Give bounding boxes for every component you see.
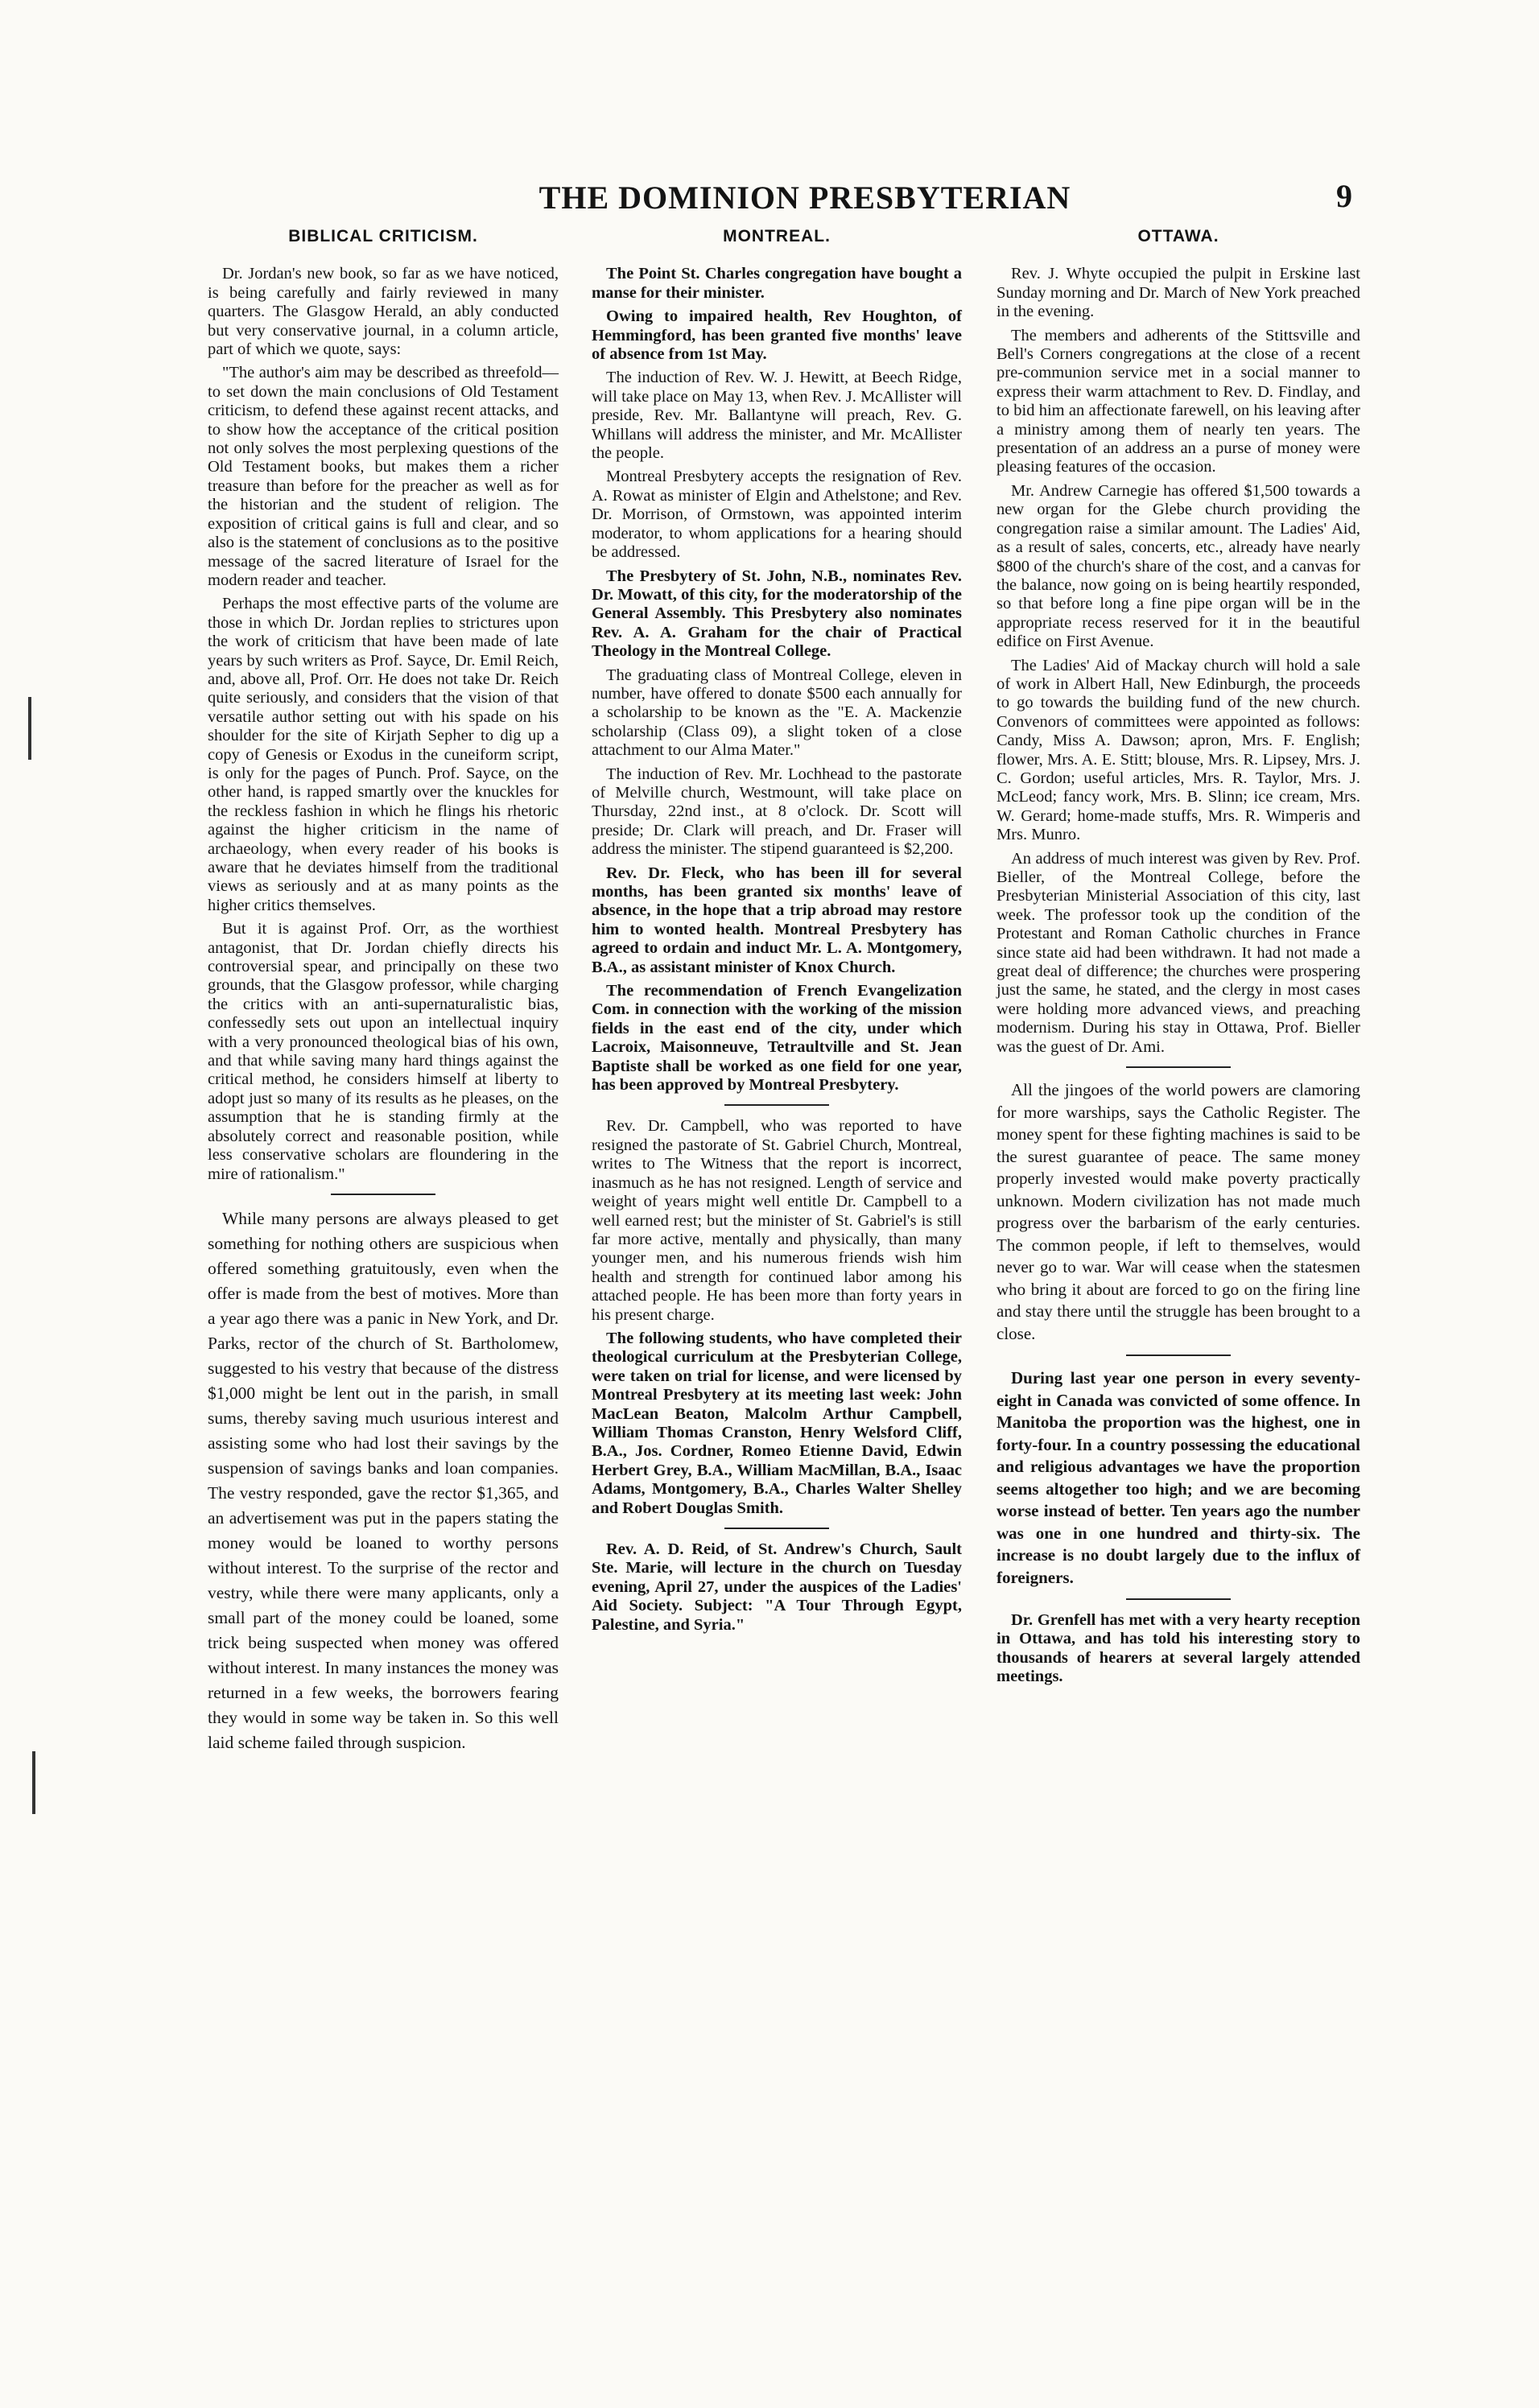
column-body — [996, 265, 1360, 1686]
article-paragraph: The Presbytery of St. John, N.B., nominates Rev. Dr. Mowatt, of this city, for the moderatorship of the General Assembly. This Presbytery also nominates Rev. A. A. Graham for the chair of Practical Theology in the Montreal College. — [592, 567, 962, 661]
article-paragraph: Dr. Grenfell has met with a very hearty reception in Ottawa, and has told his interesting story to thousands of hearers at several largely attended meetings. — [996, 1611, 1360, 1686]
article-paragraph: The Ladies' Aid of Mackay church will hold a sale of work in Albert Hall, New Edinburgh, the proceeds to go towards the building fund of the new church. Convenors of committees were appointed as follows: Candy, Miss A. Dawson; apron, Mrs. F. English; flower, Mrs. A. E. Stitt; blouse, Mrs. R. Lipsey, Mrs. J. C. Gordon; useful articles, Mrs. R. Taylor, Mrs. J. McLeod; fancy work, Mrs. B. Slinn; ice cream, Mrs. W. Gerard; home-made stuffs, Mrs. R. Wimperis and Mrs. Munro. — [996, 656, 1360, 844]
article-paragraph: The induction of Rev. W. J. Hewitt, at Beech Ridge, will take place on May 13, when Rev. J. McAllister will preside, Rev. Mr. Ballantyne will preach, Rev. G. Whillans will address the minister, and Mr. McAllister the people. — [592, 369, 962, 463]
column-body — [208, 265, 559, 1755]
article-paragraph: But it is against Prof. Orr, as the worthiest antagonist, that Dr. Jordan chiefly directs his controversial spear, and principally on these two grounds, that the Glasgow professor, while charging the critics with an anti-supernaturalistic bias, confessedly sets out upon an intellectual inquiry with a very pronounced theological bias of his own, and that while saving many hard things against the critical method, he considers himself at liberty to adopt just so many of its results as he pleases, on the assumption that he is standing firmly at the absolutely correct and reasonable position, while less conservative scholars are floundering in the mire of rationalism." — [208, 920, 559, 1183]
article-paragraph: An address of much interest was given by Rev. Prof. Bieller, of the Montreal College, before the Presbyterian Ministerial Association of this city, last week. The professor took up the condition of the Protestant and Roman Catholic churches in France since state aid had been withdrawn. It had not made a great deal of difference; the churches were prospering just the same, he stated, and the clergy in most cases were holding more advanced views, and preaching modernism. During his stay in Ottawa, Prof. Bieller was the guest of Dr. Ami. — [996, 849, 1360, 1056]
section-divider — [1126, 1598, 1231, 1600]
article-paragraph: While many persons are always pleased to get something for nothing others are suspicious when offered something gratuitously, even when the offer is made from the best of motives. More than a year ago there was a panic in New York, and Dr. Parks, rector of the church of St. Bartholomew, suggested to his vestry that because of the distress $1,000 might be lent out in the parish, in small sums, thereby saving much usurious interest and assisting some who had lost their savings by the suspension of savings banks and loan companies. The vestry responded, gave the rector $1,365, and an advertisement was put in the papers stating the money would be loaned to worthy persons without interest. To the surprise of the rector and vestry, while there were many applicants, only a small part of the money could be loaned, some trick being suspected when money was offered without interest. In many instances the money was returned in a few weeks, the borrowers fearing they would in some way be taken in. So this well laid scheme failed through suspicion. — [208, 1208, 559, 1752]
column-heading: MONTREAL. — [723, 227, 831, 245]
article-paragraph: Owing to impaired health, Rev Houghton, of Hemmingford, has been granted five months' leave of absence from 1st May. — [592, 307, 962, 364]
section-divider — [1126, 1354, 1231, 1356]
article-paragraph: Dr. Jordan's new book, so far as we have noticed, is being carefully and fairly reviewed in many quarters. The Glasgow Herald, an ably conducted but very conservative journal, in a column article, part of which we quote, says: — [208, 265, 559, 359]
column-biblical-criticism — [208, 227, 559, 1760]
page-number: 9 — [1336, 178, 1352, 214]
article-paragraph: Rev. A. D. Reid, of St. Andrew's Church, Sault Ste. Marie, will lecture in the church on Tuesday evening, April 27, under the auspices of the Ladies' Aid Society. Subject: "A Tour Through Egypt, Palestine, and Syria." — [592, 1540, 962, 1634]
article-paragraph: Rev. Dr. Fleck, who has been ill for several months, has been granted six months' leave of absence, in the hope that a trip abroad may restore him to wonted health. Montreal Presbytery has agreed to ordain and induct Mr. L. A. Montgomery, B.A., as assistant minister of Knox Church. — [592, 864, 962, 976]
article-paragraph: The graduating class of Montreal College, eleven in number, have offered to donate $500 each annually for a scholarship to be known as the "E. A. Mackenzie scholarship (Class 09), a slight token of a close attachment to our Alma Mater." — [592, 666, 962, 760]
article-paragraph: Rev. J. Whyte occupied the pulpit in Erskine last Sunday morning and Dr. March of New York preached in the evening. — [996, 265, 1360, 321]
article-paragraph: During last year one person in every seventy-eight in Canada was convicted of some offence. In Manitoba the proportion was the highest, one in forty-four. In a country possessing the educational and religious advantages we have the proportion seems altogether too high; and we are becoming worse instead of better. Ten years ago the number was one in one hundred and thirty-six. The increase is no doubt largely due to the influx of foreigners. — [996, 1368, 1360, 1587]
section-divider — [724, 1528, 829, 1529]
article-paragraph: Rev. Dr. Campbell, who was reported to have resigned the pastorate of St. Gabriel Church, Montreal, writes to The Witness that the report is incorrect, inasmuch as he has not resigned. Length of service and weight of years might well entitle Dr. Campbell to a well earned rest; but the minister of St. Gabriel's is still far more active, mentally and physically, than many younger men, and his numerous friends wish him health and strength for continued labor among his attached people. He has been more than forty years in his present charge. — [592, 1117, 962, 1324]
column-montreal — [592, 227, 962, 1639]
article-paragraph: The induction of Rev. Mr. Lochhead to the pastorate of Melville church, Westmount, will take place on Thursday, 22nd inst., at 8 o'clock. Dr. Scott will preside; Dr. Clark will preach, and Dr. Fraser will address the minister. The stipend guaranteed is $2,200. — [592, 765, 962, 859]
column-heading: OTTAWA. — [1137, 227, 1219, 245]
binding-mark — [28, 697, 31, 760]
column-body — [592, 265, 962, 1635]
article-paragraph: The recommendation of French Evangelization Com. in connection with the working of the mission fields in the east end of the city, under which Lacroix, Maisonneuve, Tetraultville and St. Jean Baptiste shall be worked as one field for one year, has been approved by Montreal Presbytery. — [592, 982, 962, 1095]
article-paragraph: The following students, who have completed their theological curriculum at the Presbyterian College, were taken on trial for license, and were licensed by Montreal Presbytery at its meeting last week: John MacLean Beaton, Malcolm Arthur Campbell, William Thomas Cranston, Henry Welsford Cliff, B.A., Jos. Cordner, Romeo Etienne David, Edwin Herbert Grey, B.A., William MacMillan, B.A., Isaac Adams, Montgomery, B.A., Charles Walter Shelley and Robert Douglas Smith. — [592, 1329, 962, 1517]
section-divider — [1126, 1066, 1231, 1068]
binding-mark — [32, 1751, 35, 1814]
column-ottawa — [996, 227, 1360, 1692]
masthead-title: THE DOMINION PRESBYTERIAN — [538, 179, 1071, 216]
article-paragraph: The Point St. Charles congregation have bought a manse for their minister. — [592, 265, 962, 302]
article-paragraph: All the jingoes of the world powers are clamoring for more warships, says the Catholic Register. The money spent for these fighting machines is said to be the surest guarantee of peace. The same money properly invested would make poverty practically unknown. Modern civilization has not made much progress over the barbarism of the early centuries. The common people, if left to themselves, would never go to war. War will cease when the statesmen who bring it about are forced to go on the firing line and stay there until the struggle has been brought to a close. — [996, 1080, 1360, 1343]
section-divider — [331, 1194, 435, 1195]
article-paragraph: The members and adherents of the Stittsville and Bell's Corners congregations at the close of a recent pre-communion service met in a social manner to express their warm attachment to Rev. D. Findlay, and to bid him an affectionate farewell, on his leaving after a ministry among them of nearly ten years. The presentation of an address an a purse of money were pleasing features of the occasion. — [996, 326, 1360, 476]
column-heading: BIBLICAL CRITICISM. — [288, 227, 478, 245]
section-divider — [724, 1104, 829, 1106]
article-paragraph: "The author's aim may be described as threefold—to set down the main conclusions of Old Testament criticism, to defend these against recent attacks, and to show how the acceptance of the critical position not only solves the most perplexing questions of the Old Testament books, but makes them a richer treasure than before for the preacher as well as for the historian and the student of religion. The exposition of critical gains is full and clear, and so also is the statement of conclusions as to the positive message of the sacred literature of Israel for the modern reader and teacher. — [208, 364, 559, 589]
article-paragraph: Montreal Presbytery accepts the resignation of Rev. A. Rowat as minister of Elgin and Athelstone; and Rev. Dr. Morrison, of Ormstown, was appointed interim moderator, to whom applications for a hearing should be addressed. — [592, 468, 962, 562]
article-paragraph: Mr. Andrew Carnegie has offered $1,500 towards a new organ for the Glebe church providing the congregation raise a similar amount. The Ladies' Aid, as a result of sales, concerts, etc., already have nearly $800 of the church's share of the cost, and a canvas for the balance, now going on is being heartily responded, so that before long a fine pipe organ will be in the appropriate recess reserved for it in the beautiful edifice on First Avenue. — [996, 481, 1360, 651]
article-paragraph: Perhaps the most effective parts of the volume are those in which Dr. Jordan replies to strictures upon the work of criticism that have been made of late years by such writers as Prof. Sayce, Dr. Emil Reich, and, above all, Prof. Orr. He does not take Dr. Reich quite seriously, and considers that the vision of that versatile author setting out with his spade on his shoulder for the site of Kirjath Sepher to dig up a copy of Genesis or Exodus in the cuneiform script, is only for the pages of Punch. Prof. Sayce, on the other hand, is rapped smartly over the knuckles for the reckless fashion in which he flings his rhetoric against the higher criticism in the name of archaeology, when every reader of his books is aware that he deviates himself from the traditional views as seriously and at as many points as the higher critics themselves. — [208, 595, 559, 914]
